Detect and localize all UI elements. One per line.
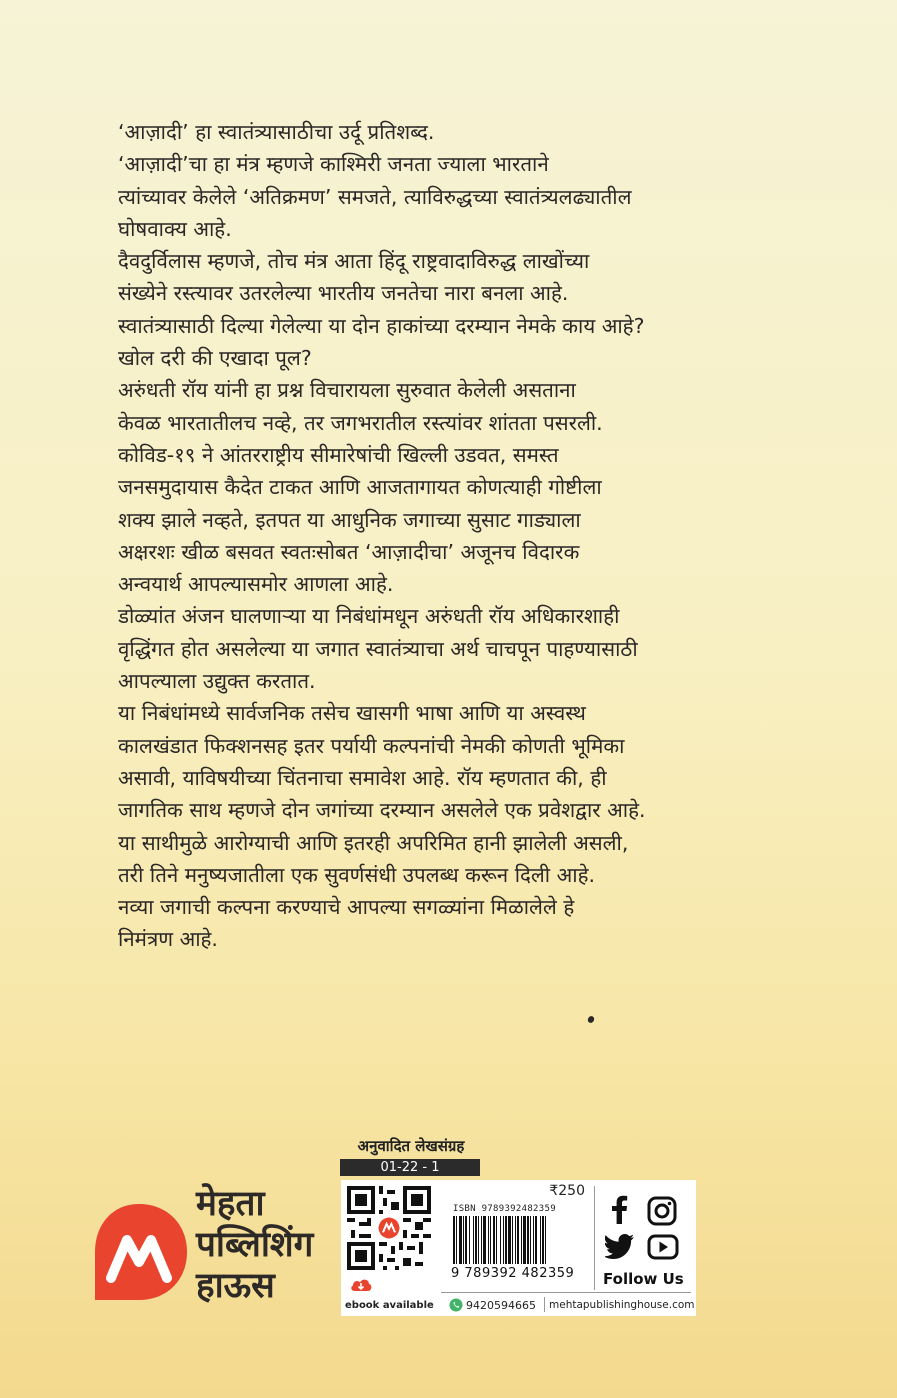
youtube-icon[interactable]	[647, 1234, 679, 1260]
website-link[interactable]: mehtapublishinghouse.com	[549, 1299, 695, 1311]
isbn-digits: 9 789392 482359	[451, 1266, 575, 1281]
catalog-code: 01-22 - 1	[340, 1159, 480, 1176]
phone-number: 9420594665	[466, 1299, 536, 1312]
publisher-name	[196, 1184, 313, 1307]
follow-us-label: Follow Us	[603, 1270, 684, 1288]
facebook-icon[interactable]	[609, 1194, 629, 1224]
isbn-label: ISBN 9789392482359	[453, 1204, 556, 1214]
print-speck	[587, 1015, 596, 1024]
blurb-line: डोळ्यांत अंजन घालणाऱ्या या निबंधांमधून अरुंधती रॉय अधिकारशाही	[118, 604, 620, 629]
publisher-logo-icon	[87, 1200, 191, 1304]
blurb-line: कोविड-१९ ने आंतरराष्ट्रीय सीमारेषांची खिल्ली उडवत, समस्त	[118, 442, 559, 467]
blurb-line: अक्षरशः खीळ बसवत स्वतःसोबत ‘आज़ादीचा’ अजूनच विदारक	[118, 539, 580, 564]
blurb-line: ‘आज़ादी’ हा स्वातंत्र्यासाठीचा उर्दू प्रतिशब्द.	[118, 120, 435, 144]
blurb-line: दैवदुर्विलास म्हणजे, तोच मंत्र आता हिंदू राष्ट्रवादाविरुद्ध लाखोंच्या	[118, 249, 590, 274]
publisher-name-line: हाऊस	[196, 1266, 275, 1306]
whatsapp-icon	[449, 1298, 463, 1312]
book-category: अनुवादित लेखसंग्रह	[357, 1137, 465, 1155]
horizontal-divider	[441, 1292, 691, 1293]
instagram-icon[interactable]	[647, 1196, 677, 1226]
blurb-line: या निबंधांमध्ये सार्वजनिक तसेच खासगी भाषा आणि या अस्वस्थ	[118, 701, 586, 726]
blurb-line: आपल्याला उद्युक्त करतात.	[118, 669, 316, 694]
blurb-line: शक्य झाले नव्हते, इतपत या आधुनिक जगाच्या सुसाट गाड्याला	[118, 507, 581, 532]
blurb-line: कालखंडात फिक्शनसह इतर पर्यायी कल्पनांची नेमकी कोणती भूमिका	[118, 733, 625, 758]
twitter-icon[interactable]	[605, 1234, 635, 1260]
blurb-line: निमंत्रण आहे.	[118, 927, 218, 952]
publisher-name-line: मेहता	[196, 1184, 265, 1224]
publisher-name-line: पब्लिशिंग	[196, 1225, 314, 1265]
ebook-cloud-icon	[349, 1276, 373, 1292]
blurb-line: अन्वयार्थ आपल्यासमोर आणला आहे.	[118, 572, 394, 597]
isbn-barcode	[451, 1216, 586, 1264]
barcode-info-panel	[341, 1180, 696, 1316]
blurb-line: त्यांच्यावर केलेले ‘अतिक्रमण’ समजते, त्याविरुद्धच्या स्वातंत्र्यलढ्यातील	[118, 184, 632, 209]
vertical-divider	[594, 1186, 595, 1290]
blurb-line: जनसमुदायास कैदेत टाकत आणि आजतागायत कोणत्याही गोष्टीला	[118, 475, 602, 500]
contact-separator	[544, 1297, 545, 1312]
blurb-line: तरी तिने मनुष्यजातीला एक सुवर्णसंधी उपलब्ध करून दिली आहे.	[118, 862, 595, 887]
blurb-line: घोषवाक्य आहे.	[118, 216, 232, 241]
ebook-available-label: ebook available	[345, 1300, 434, 1311]
blurb-line: स्वातंत्र्यासाठी दिल्या गेलेल्या या दोन हाकांच्या दरम्यान नेमके काय आहे?	[118, 313, 645, 338]
blurb-line: नव्या जगाची कल्पना करण्याचे आपल्या सगळ्यांना मिळालेले हे	[118, 895, 575, 920]
blurb-line: ‘आज़ादी’चा हा मंत्र म्हणजे काश्मिरी जनता ज्याला भारताने	[118, 152, 549, 177]
blurb-line: संख्येने रस्त्यावर उतरलेल्या भारतीय जनतेचा नारा बनला आहे.	[118, 281, 569, 306]
blurb-line: या साथीमुळे आरोग्याची आणि इतरही अपरिमित हानी झालेली असली,	[118, 830, 629, 855]
blurb-line: खोल दरी की एखादा पूल?	[118, 346, 312, 371]
blurb-line: वृद्धिंगत होत असलेल्या या जगात स्वातंत्र्याचा अर्थ चाचपून पाहण्यासाठी	[118, 636, 638, 661]
blurb-line: असावी, याविषयीच्या चिंतनाचा समावेश आहे. रॉय म्हणतात की, ही	[118, 765, 607, 790]
qr-code-icon[interactable]	[347, 1186, 431, 1270]
blurb-line: जागतिक साथ म्हणजे दोन जगांच्या दरम्यान असलेले एक प्रवेशद्वार आहे.	[118, 798, 646, 823]
blurb-line: अरुंधती रॉय यांनी हा प्रश्न विचारायला सुरुवात केलेली असताना	[118, 378, 576, 403]
price-label: ₹250	[549, 1183, 585, 1199]
blurb-line: केवळ भारतातीलच नव्हे, तर जगभरातील रस्त्यांवर शांतता पसरली.	[118, 410, 603, 435]
back-cover-blurb	[118, 116, 738, 956]
